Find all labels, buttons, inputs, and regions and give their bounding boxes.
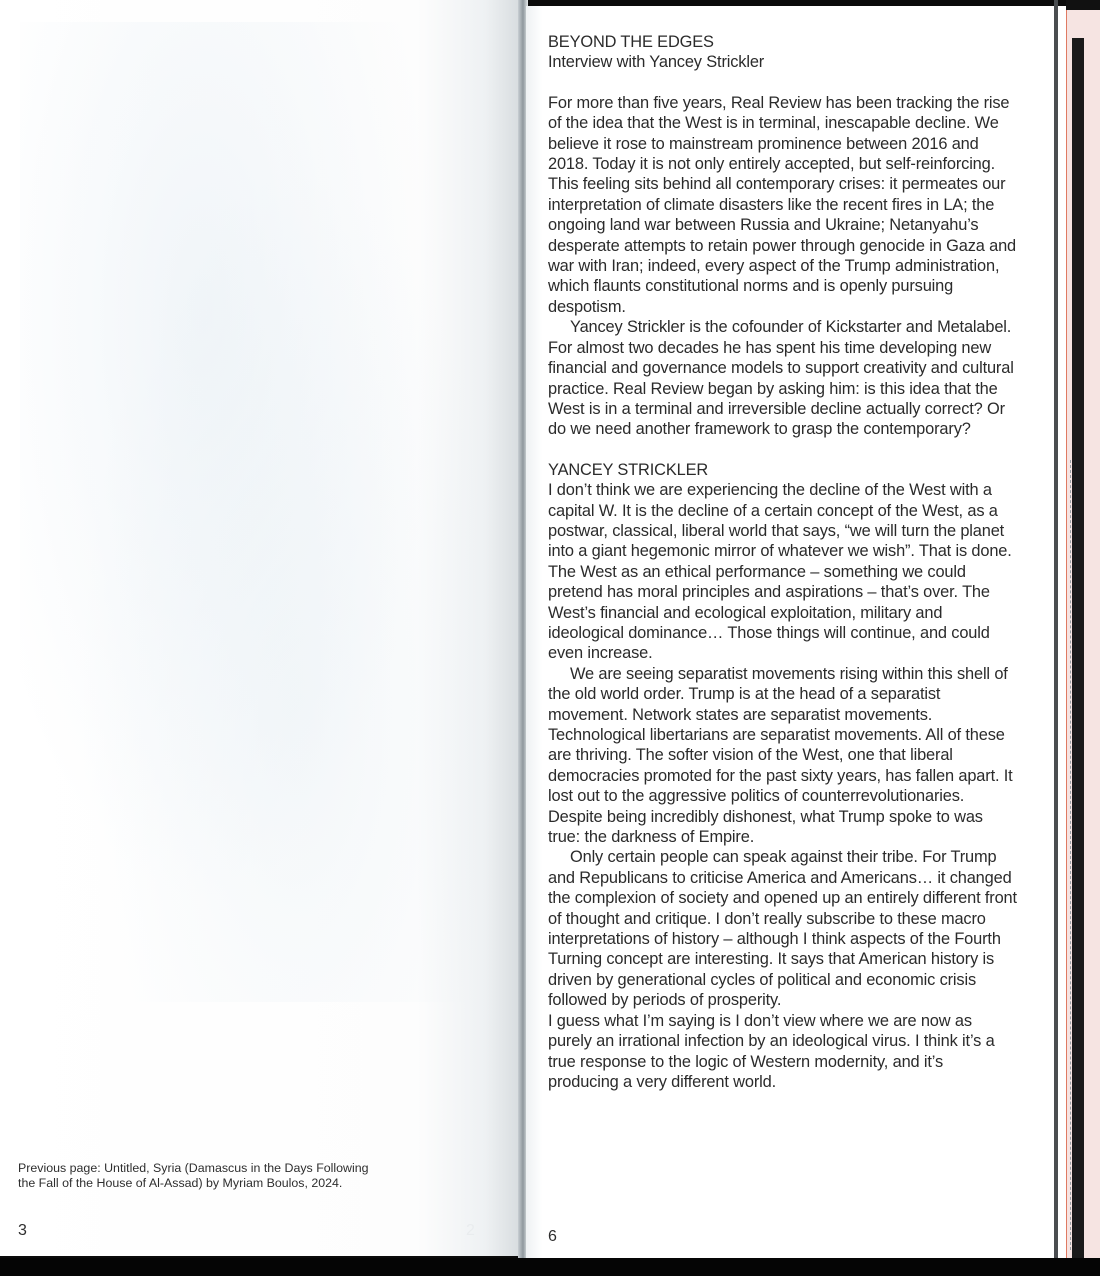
photo-show-through xyxy=(20,22,480,1002)
speaker-name: YANCEY STRICKLER xyxy=(548,460,709,479)
article-subtitle: Interview with Yancey Strickler xyxy=(548,53,765,72)
perforation-line xyxy=(1070,460,1072,1250)
page-number-right: 6 xyxy=(548,1228,557,1245)
next-page-black-band xyxy=(1072,38,1084,1258)
scan-bottom-edge xyxy=(0,1258,1100,1276)
answer-paragraph: Only certain people can speak against their tribe. For Trump and Republicans to criticise America and Americans… it changed the complexion of society and opened up an entirely different front of thought and critique. I don’t really subscribe to these macro interpretations of history – although I think aspects of the Fourth Turning concept are interesting. It says that American history is driven by generational cycles of political and economic crisis followed by periods of prosperity. xyxy=(548,848,1017,1010)
ghost-page-number: 2 xyxy=(466,1222,475,1239)
page-edge-line xyxy=(1054,0,1058,1262)
caption-line: the Fall of the House of Al-Assad) by Myriam Boulos, 2024. xyxy=(18,1176,343,1190)
article xyxy=(548,32,1018,1092)
caption-line: Previous page: Untitled, Syria (Damascus in the Days Following xyxy=(18,1161,369,1175)
left-page xyxy=(0,0,522,1256)
page-number-left: 3 xyxy=(18,1222,27,1239)
answer-paragraph: I don’t think we are experiencing the decline of the West with a capital W. It is the decline of a certain concept of the West, as a postwar, classical, liberal world that says, “we will turn the planet into a giant hegemonic mirror of whatever we wish”. That is done. The West as an ethical performance – something we could pretend has moral principles and aspirations – that’s over. The West’s financial and ecological exploitation, military and ideological dominance… Those things will continue, and could even increase. xyxy=(548,481,1012,663)
intro-paragraph: Yancey Strickler is the cofounder of Kickstarter and Metalabel. For almost two decades he has spent his time developing new financial and governance models to support creativity and cultural practice. Real Review began by asking him: is this idea that the West is in a terminal and irreversible decline actually correct? Or do we need another framework to grasp the contemporary? xyxy=(548,318,1014,439)
photo-caption xyxy=(18,1161,438,1191)
answer-paragraph: I guess what I’m saying is I don’t view where we are now as purely an irrational infection by an ideological virus. I think it’s a true response to the logic of Western modernity, and it’s producing a very different world. xyxy=(548,1011,995,1091)
answer-paragraph: We are seeing separatist movements rising within this shell of the old world order. Trump is at the head of a separatist movement. Network states are separatist movements. Technological libertarians are separatist movements. All of these are thriving. The softer vision of the West, one that liberal democracies promoted for the past sixty years, has fallen apart. It lost out to the aggressive politics of counterrevolutionaries. Despite being incredibly dishonest, what Trump spoke to was true: the darkness of Empire. xyxy=(548,664,1013,847)
article-title: BEYOND THE EDGES xyxy=(548,33,714,51)
intro-paragraph: For more than five years, Real Review has been tracking the rise of the idea that the West is in terminal, inescapable decline. We believe it rose to mainstream prominence between 2016 and 2018. Today it is not only entirely accepted, but self-reinforcing. This feeling sits behind all contemporary crises: it permeates our interpretation of climate disasters like the recent fires in LA; the ongoing land war between Russia and Ukraine; Netanyahu’s desperate attempts to retain power through genocide in Gaza and war with Iran; indeed, every aspect of the Trump administration, which flaunts constitutional norms and is openly pursuing despotism. xyxy=(548,93,1017,316)
